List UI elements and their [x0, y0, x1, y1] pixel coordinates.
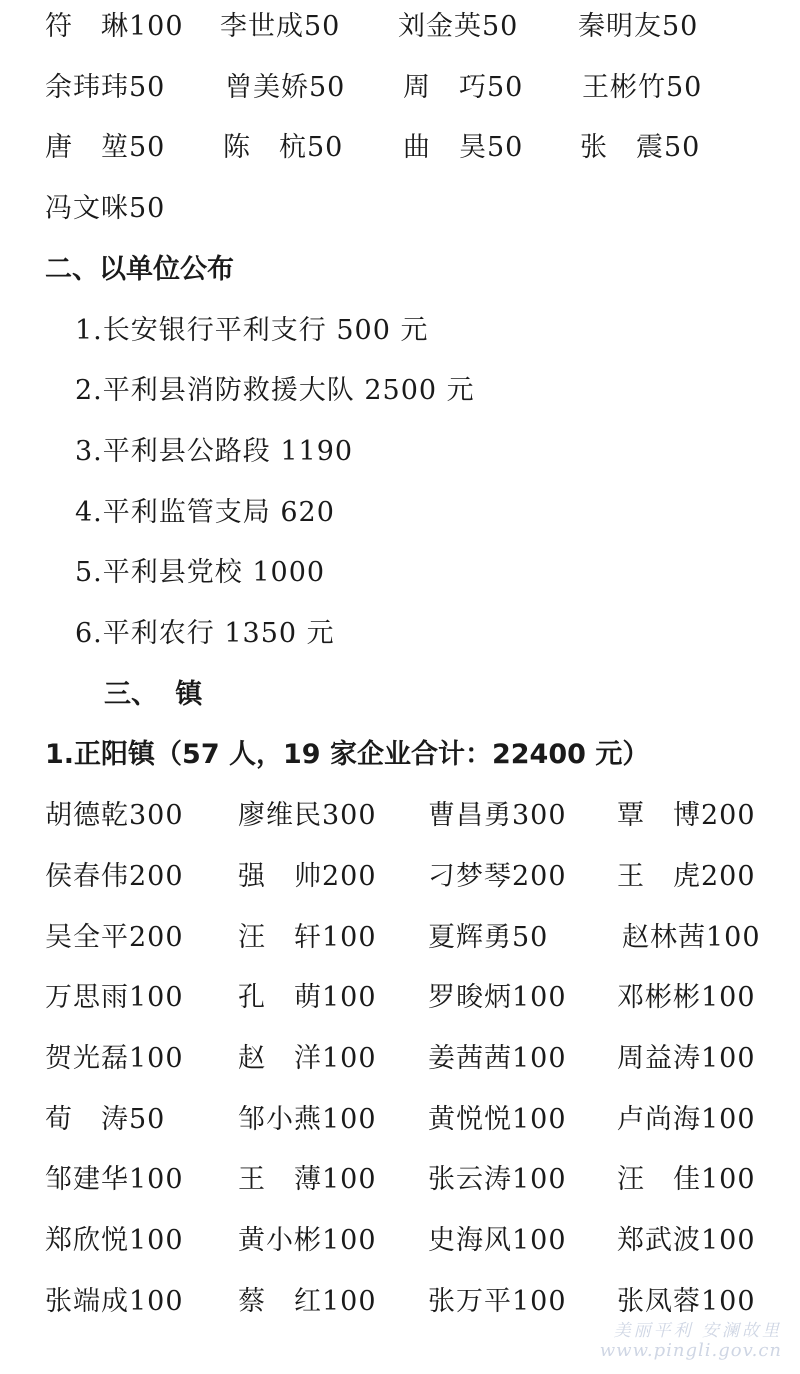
- watermark-url: www.pingli.gov.cn: [599, 1340, 782, 1362]
- donor-entry: 黄小彬100: [238, 1225, 377, 1256]
- donor-entry: 曾美娇50: [225, 72, 346, 103]
- donor-entry: 夏辉勇50: [428, 922, 549, 953]
- name-row: [0, 1227, 800, 1267]
- organization-item: 6.平利农行 1350 元: [75, 618, 335, 649]
- donor-entry: 邓彬彬100: [617, 982, 756, 1013]
- organization-item: 1.长安银行平利支行 500 元: [75, 315, 429, 346]
- donor-entry: 张云涛100: [428, 1164, 567, 1195]
- donor-entry: 孔 萌100: [238, 982, 377, 1013]
- donor-entry: 贺光磊100: [45, 1043, 184, 1074]
- name-row: [0, 74, 800, 114]
- donor-entry: 张 震50: [580, 132, 701, 163]
- donor-entry: 荀 涛50: [45, 1104, 166, 1135]
- donor-entry: 覃 博200: [617, 800, 756, 831]
- donor-entry: 赵林茜100: [622, 922, 761, 953]
- donor-entry: 侯春伟200: [45, 861, 184, 892]
- donor-entry: 周益涛100: [617, 1043, 756, 1074]
- organization-item: 2.平利县消防救援大队 2500 元: [75, 375, 475, 406]
- organization-item: 5.平利县党校 1000: [75, 557, 326, 588]
- donor-entry: 赵 洋100: [238, 1043, 377, 1074]
- donor-entry: 吴全平200: [45, 922, 184, 953]
- donor-entry: 曲 昊50: [403, 132, 524, 163]
- donor-entry: 胡德乾300: [45, 800, 184, 831]
- name-row: [0, 1106, 800, 1146]
- name-row: [0, 195, 800, 235]
- donor-entry: 史海风100: [428, 1225, 567, 1256]
- name-row: [0, 1045, 800, 1085]
- watermark-slogan: 美丽平利 安澜故里: [613, 1320, 782, 1341]
- name-row: [0, 863, 800, 903]
- donor-entry: 罗晙炳100: [428, 982, 567, 1013]
- donor-entry: 万思雨100: [45, 982, 184, 1013]
- donor-entry: 秦明友50: [578, 11, 699, 42]
- section-three-heading: 三、 镇: [104, 679, 203, 710]
- name-row: [0, 802, 800, 842]
- donor-entry: 唐 堃50: [45, 132, 166, 163]
- donor-entry: 张端成100: [45, 1286, 184, 1317]
- donor-entry: 郑欣悦100: [45, 1225, 184, 1256]
- donor-entry: 强 帅200: [238, 861, 377, 892]
- donor-entry: 刘金英50: [398, 11, 519, 42]
- site-watermark: [582, 1322, 782, 1362]
- donor-entry: 郑武波100: [617, 1225, 756, 1256]
- donor-entry: 余玮玮50: [45, 72, 166, 103]
- name-row: [0, 984, 800, 1024]
- donor-entry: 姜茜茜100: [428, 1043, 567, 1074]
- donor-entry: 黄悦悦100: [428, 1104, 567, 1135]
- donor-entry: 冯文咪50: [45, 193, 166, 224]
- donor-entry: 曹昌勇300: [428, 800, 567, 831]
- donor-entry: 廖维民300: [238, 800, 377, 831]
- donor-entry: 邹小燕100: [238, 1104, 377, 1135]
- organization-item: 4.平利监管支局 620: [75, 497, 335, 528]
- name-row: [0, 924, 800, 964]
- donor-entry: 张万平100: [428, 1286, 567, 1317]
- donor-entry: 张凤蓉100: [617, 1286, 756, 1317]
- donor-entry: 王 虎200: [617, 861, 756, 892]
- donor-entry: 周 巧50: [403, 72, 524, 103]
- donor-entry: 王彬竹50: [582, 72, 703, 103]
- donor-entry: 刁梦琴200: [428, 861, 567, 892]
- name-row: [0, 1166, 800, 1206]
- donor-entry: 汪 轩100: [238, 922, 377, 953]
- organization-item: 3.平利县公路段 1190: [75, 436, 354, 467]
- donor-entry: 李世成50: [220, 11, 341, 42]
- donor-entry: 汪 佳100: [617, 1164, 756, 1195]
- name-row: [0, 13, 800, 53]
- section-two-heading: 二、以单位公布: [45, 254, 234, 285]
- town-subheading: 1.正阳镇（57 人，19 家企业合计：22400 元）: [45, 739, 650, 770]
- donor-entry: 王 薄100: [238, 1164, 377, 1195]
- donor-entry: 邹建华100: [45, 1164, 184, 1195]
- donor-entry: 卢尚海100: [617, 1104, 756, 1135]
- name-row: [0, 134, 800, 174]
- donor-entry: 符 琳100: [45, 11, 184, 42]
- donor-entry: 陈 杭50: [223, 132, 344, 163]
- donor-entry: 蔡 红100: [238, 1286, 377, 1317]
